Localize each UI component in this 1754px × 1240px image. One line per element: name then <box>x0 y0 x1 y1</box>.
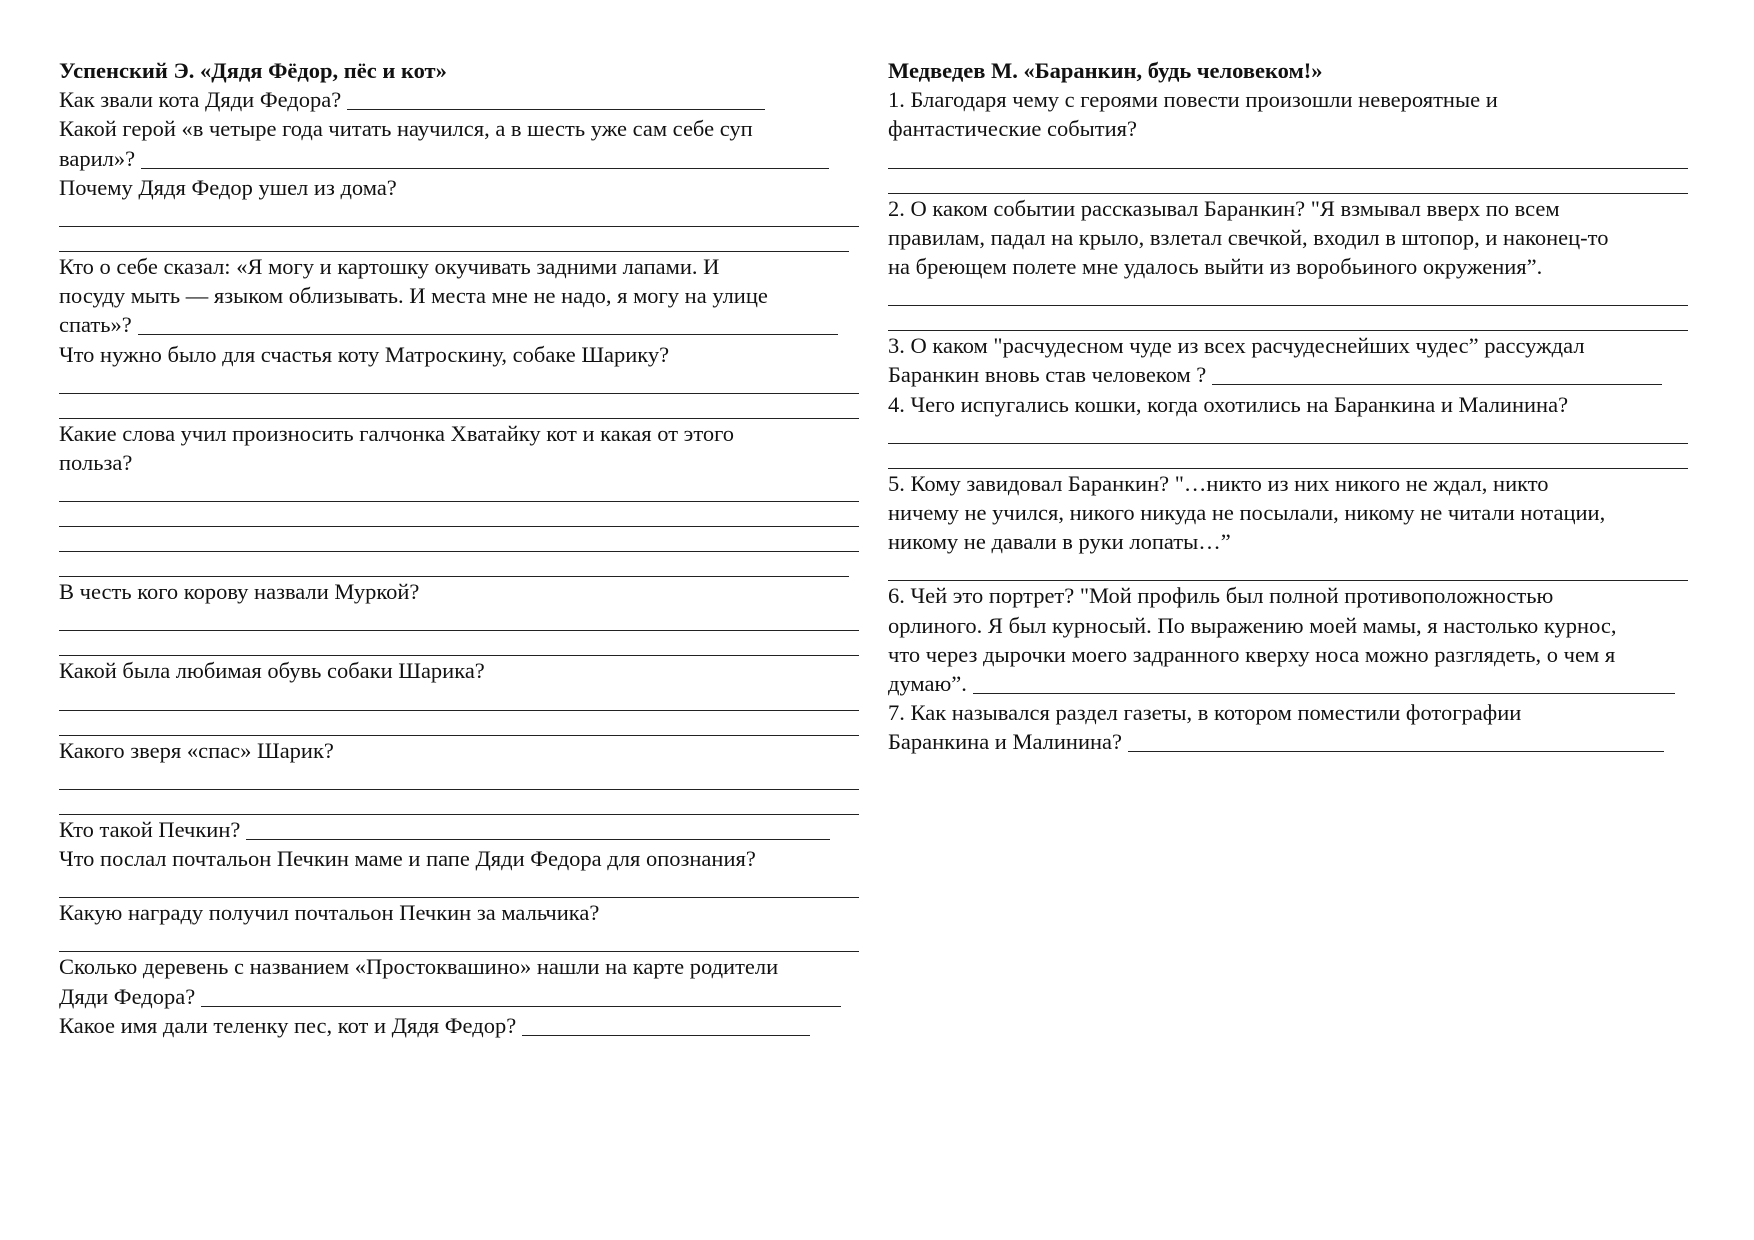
right-question-2: 2. О каком событии рассказывал Баранкин? "Я взмывал вверх по всем <box>888 195 1560 221</box>
answer-line[interactable] <box>59 477 859 502</box>
right-question-7-cont: Баранкина и Малинина? <box>888 727 1718 756</box>
answer-line[interactable] <box>59 552 849 577</box>
answer-line[interactable] <box>888 144 1688 169</box>
answer-blank[interactable] <box>522 1013 810 1036</box>
left-question-2: Какой герой «в четыре года читать научился, а в шесть уже сам себе суп <box>59 116 753 142</box>
left-column <box>59 56 879 1040</box>
answer-line[interactable] <box>59 631 859 656</box>
answer-line[interactable] <box>59 527 859 552</box>
answer-line[interactable] <box>59 227 849 252</box>
answer-blank[interactable] <box>1212 362 1662 385</box>
right-question-7: 7. Как назывался раздел газеты, в котором поместили фотографии <box>888 700 1522 726</box>
left-question-4-cont2: спать»? <box>59 310 879 339</box>
answer-blank[interactable] <box>246 817 830 840</box>
answer-blank[interactable] <box>973 671 1675 694</box>
answer-line[interactable] <box>888 281 1688 306</box>
right-question-6-cont2: что через дырочки моего задранного кверху носа можно разглядеть, о чем я <box>888 641 1616 667</box>
answer-line[interactable] <box>59 369 859 394</box>
left-question-10: Кто такой Печкин? <box>59 815 879 844</box>
answer-line[interactable] <box>888 306 1688 331</box>
right-question-5-cont2: никому не давали в руки лопаты…” <box>888 529 1231 555</box>
left-question-11: Что послал почтальон Печкин маме и папе Дяди Федора для опознания? <box>59 846 756 872</box>
right-question-6-cont: орлиного. Я был курносый. По выражению моей мамы, я настолько курнос, <box>888 612 1617 638</box>
right-question-2-cont: правилам, падал на крыло, взлетал свечкой, входил в штопор, и наконец-то <box>888 224 1609 250</box>
answer-line[interactable] <box>59 927 859 952</box>
right-question-6-cont3: думаю”. <box>888 669 1718 698</box>
left-question-2-cont: варил»? <box>59 144 879 173</box>
answer-blank[interactable] <box>141 146 829 169</box>
right-question-5-cont: ничему не учился, никого никуда не посылали, никому не читали нотации, <box>888 500 1606 526</box>
left-question-5: Что нужно было для счастья коту Матроскину, собаке Шарику? <box>59 341 670 367</box>
left-question-12: Какую награду получил почтальон Печкин за мальчика? <box>59 900 600 926</box>
left-question-1: Как звали кота Дяди Федора? <box>59 85 879 114</box>
left-question-13-cont: Дяди Федора? <box>59 982 879 1011</box>
left-question-3: Почему Дядя Федор ушел из дома? <box>59 174 397 200</box>
answer-line[interactable] <box>59 202 859 227</box>
right-question-3-cont: Баранкин вновь став человеком ? <box>888 360 1718 389</box>
right-question-2-cont2: на бреющем полете мне удалось выйти из воробьиного окружения”. <box>888 254 1543 280</box>
answer-line[interactable] <box>888 444 1688 469</box>
answer-line[interactable] <box>59 686 859 711</box>
answer-blank[interactable] <box>347 87 765 110</box>
right-question-1: 1. Благодаря чему с героями повести произошли невероятные и <box>888 87 1498 113</box>
answer-line[interactable] <box>59 765 859 790</box>
left-question-9: Какого зверя «спас» Шарик? <box>59 737 334 763</box>
answer-line[interactable] <box>59 790 859 815</box>
answer-line[interactable] <box>888 556 1688 581</box>
answer-line[interactable] <box>59 394 859 419</box>
left-question-14: Какое имя дали теленку пес, кот и Дядя Федор? <box>59 1011 879 1040</box>
right-column <box>888 56 1718 757</box>
answer-blank[interactable] <box>1128 729 1664 752</box>
answer-line[interactable] <box>59 873 859 898</box>
left-question-7: В честь кого корову назвали Муркой? <box>59 579 420 605</box>
right-question-6: 6. Чей это портрет? "Мой профиль был полной противоположностью <box>888 583 1554 609</box>
right-question-3: 3. О каком "расчудесном чуде из всех расчудеснейших чудес” рассуждал <box>888 333 1585 359</box>
right-question-4: 4. Чего испугались кошки, когда охотились на Баранкина и Малинина? <box>888 391 1569 417</box>
answer-line[interactable] <box>59 606 859 631</box>
left-question-4: Кто о себе сказал: «Я могу и картошку окучивать задними лапами. И <box>59 254 720 280</box>
answer-blank[interactable] <box>138 312 838 335</box>
right-question-5: 5. Кому завидовал Баранкин? "…никто из них никого не ждал, никто <box>888 470 1549 496</box>
left-title: Успенский Э. «Дядя Фёдор, пёс и кот» <box>59 58 447 83</box>
answer-line[interactable] <box>59 502 859 527</box>
answer-line[interactable] <box>59 711 859 736</box>
left-question-4-cont: посуду мыть — языком облизывать. И места мне не надо, я могу на улице <box>59 283 768 309</box>
answer-line[interactable] <box>888 169 1688 194</box>
answer-line[interactable] <box>888 419 1688 444</box>
right-title: Медведев М. «Баранкин, будь человеком!» <box>888 58 1323 83</box>
right-question-1-cont: фантастические события? <box>888 116 1138 142</box>
answer-blank[interactable] <box>201 984 841 1007</box>
left-question-6: Какие слова учил произносить галчонка Хватайку кот и какая от этого <box>59 420 735 446</box>
left-question-13: Сколько деревень с названием «Простоквашино» нашли на карте родители <box>59 954 779 980</box>
left-question-8: Какой была любимая обувь собаки Шарика? <box>59 658 485 684</box>
left-question-6-cont: польза? <box>59 450 133 476</box>
